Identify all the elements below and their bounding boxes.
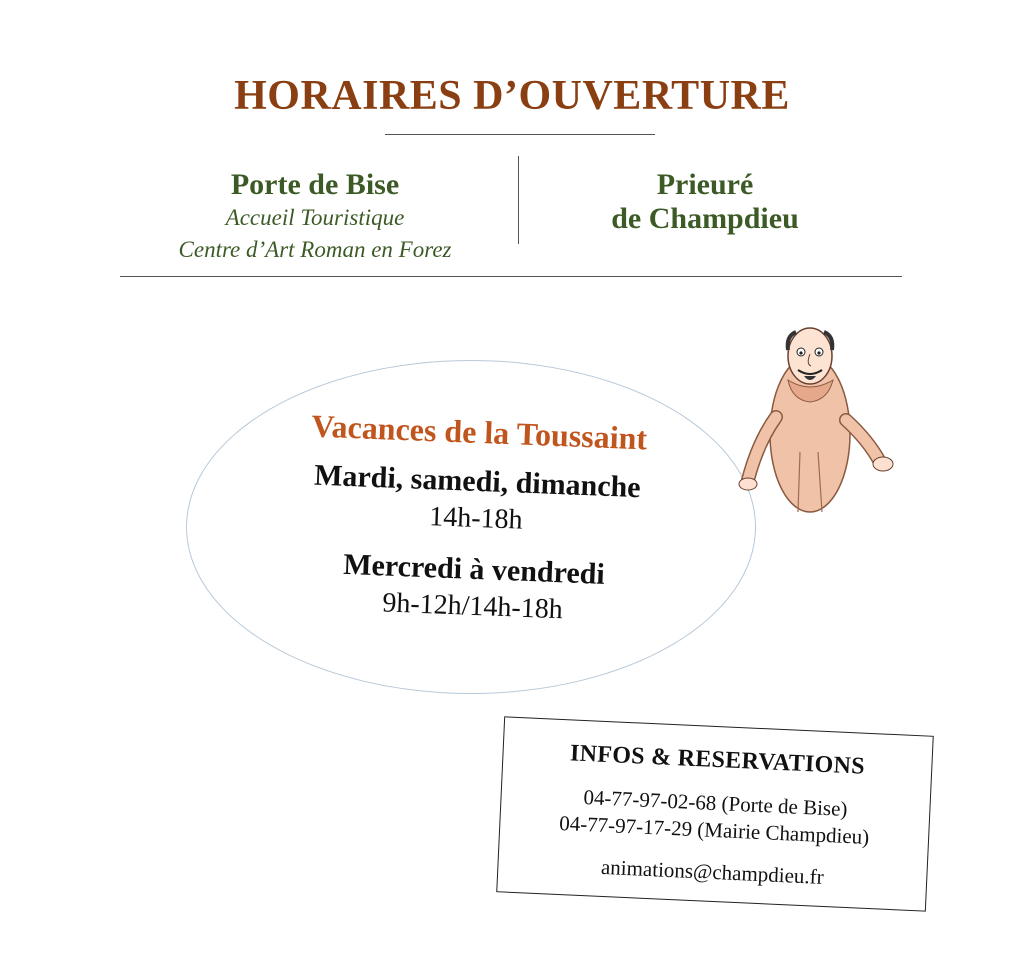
infos-title: INFOS & RESERVATIONS	[569, 740, 866, 780]
porte-de-bise-block	[110, 168, 520, 266]
schedule-days-1: Mardi, samedi, dimanche	[313, 458, 642, 505]
prieure-name-line-1: Prieuré	[656, 168, 754, 201]
schedule-hours-2: 9h-12h/14h-18h	[381, 587, 564, 626]
monk-illustration-icon	[738, 322, 898, 522]
season-title: Vacances de la Toussaint	[310, 407, 648, 457]
schedule-hours-1: 14h-18h	[428, 501, 524, 536]
prieure-block	[520, 168, 890, 236]
phone-porte-de-bise[interactable]: 04-77-97-02-68 (Porte de Bise)	[582, 785, 849, 821]
title-divider	[385, 134, 655, 135]
porte-de-bise-subtitle-1: Accueil Touristique	[225, 205, 405, 230]
page-title: HORAIRES D’OUVERTURE	[234, 73, 790, 119]
column-divider	[518, 156, 519, 244]
porte-de-bise-name: Porte de Bise	[230, 168, 400, 201]
header-divider	[120, 276, 902, 277]
prieure-name-line-2: de Champdieu	[611, 202, 799, 235]
schedule-content	[242, 405, 710, 647]
infos-reservations-box	[496, 716, 934, 911]
porte-de-bise-subtitle-2: Centre d’Art Roman en Forez	[178, 237, 452, 262]
phone-mairie-champdieu[interactable]: 04-77-97-17-29 (Mairie Champdieu)	[558, 810, 870, 850]
email-link[interactable]: animations@champdieu.fr	[600, 854, 825, 889]
schedule-days-2: Mercredi à vendredi	[342, 547, 606, 591]
